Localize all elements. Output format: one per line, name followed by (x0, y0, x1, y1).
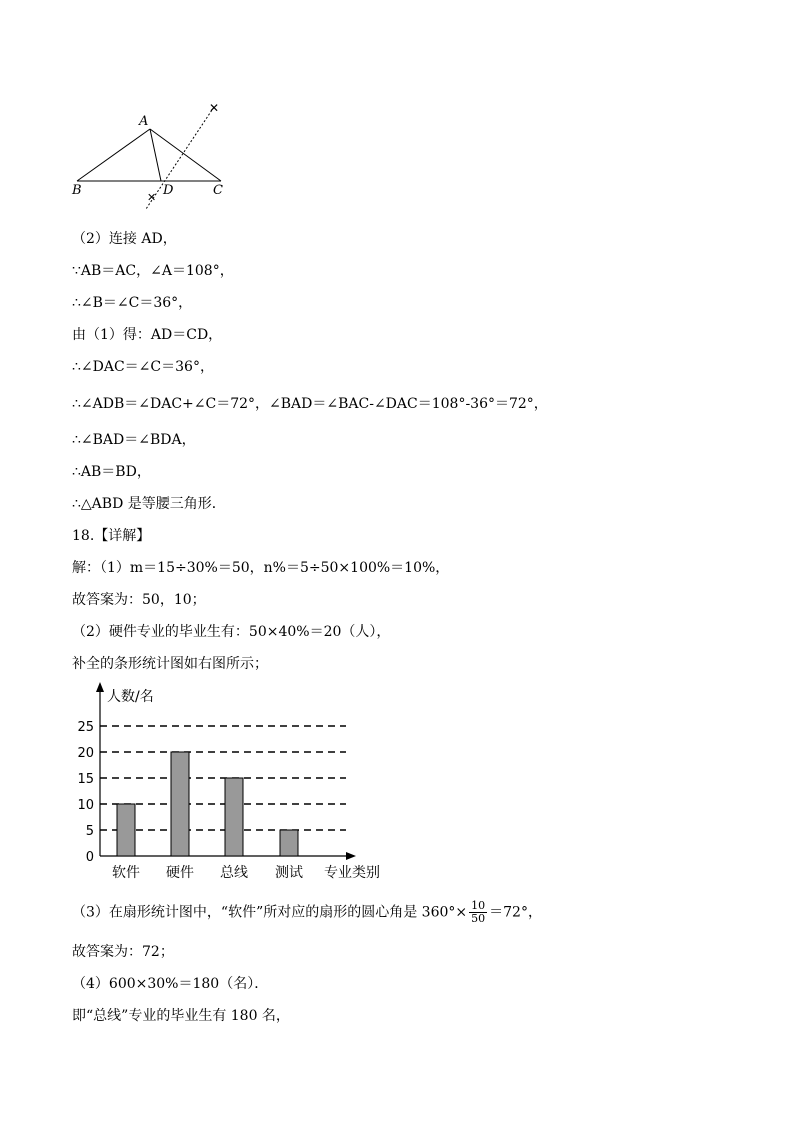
text-line: 由（1）得：AD＝CD， (72, 327, 223, 343)
text-line: ∵AB＝AC，∠A＝108°， (72, 263, 234, 279)
fraction-line-after: ＝72°， (489, 904, 542, 921)
bar-chart (70, 680, 400, 885)
x-tick-label: 软件 (112, 865, 140, 881)
text-line: ∴∠B＝∠C＝36°， (72, 295, 193, 311)
point-label-b: B (72, 183, 82, 198)
y-axis-label: 人数/名 (107, 689, 154, 705)
x-tick-label: 总线 (220, 865, 248, 881)
y-tick-label: 20 (77, 746, 94, 761)
text-line: ∴∠DAC＝∠C＝36°， (72, 359, 214, 375)
text-line: ∴△ABD 是等腰三角形． (72, 496, 226, 512)
y-tick-label: 0 (85, 850, 94, 865)
text-line-fraction (72, 900, 542, 925)
svg-text:✕: ✕ (147, 191, 157, 204)
text-line: 故答案为：72； (72, 944, 174, 960)
text-line: ∴AB＝BD， (72, 464, 151, 480)
triangle-figure (60, 98, 240, 216)
text-line: （2）连接 AD， (72, 231, 177, 247)
text-line: 解：（1）m＝15÷30%＝50，n%＝5÷50×100%＝10%， (72, 560, 450, 576)
y-tick-label: 10 (77, 798, 94, 813)
fraction-line-before: （3）在扇形统计图中，“软件”所对应的扇形的圆心角是 360°× (72, 904, 468, 921)
text-line: （4）600×30%＝180（名）． (72, 976, 269, 992)
y-tick-label: 25 (77, 720, 94, 735)
x-tick-label: 硬件 (166, 865, 194, 881)
section-heading: 18.【详解】 (72, 528, 151, 544)
text-line: （2）硬件专业的毕业生有：50×40%＝20（人）， (72, 624, 391, 640)
x-axis-label: 专业类别 (324, 865, 380, 881)
svg-text:✕: ✕ (209, 101, 220, 115)
x-axis-arrow (346, 852, 356, 860)
bar-3 (280, 830, 298, 856)
fraction-denominator: 50 (471, 912, 486, 925)
x-tick-label: 测试 (275, 865, 303, 881)
point-label-c: C (213, 183, 223, 198)
text-line: 补全的条形统计图如右图所示； (72, 656, 268, 672)
point-label-d: D (163, 183, 174, 198)
fraction-numerator: 10 (471, 899, 486, 912)
text-line: ∴∠BAD＝∠BDA， (72, 432, 196, 448)
bar-0 (117, 804, 135, 856)
bar-1 (171, 752, 189, 856)
y-tick-label: 5 (85, 824, 94, 839)
fraction (469, 900, 487, 925)
text-line: 即“总线”专业的毕业生有 180 名， (72, 1008, 290, 1024)
y-axis-arrow (96, 682, 104, 692)
point-label-a: A (139, 114, 149, 129)
bar-2 (225, 778, 243, 856)
text-line: 故答案为：50，10； (72, 592, 206, 608)
text-line: ∴∠ADB＝∠DAC+∠C＝72°，∠BAD＝∠BAC-∠DAC＝108°-36°＝72°， (72, 396, 548, 412)
y-tick-label: 15 (77, 772, 94, 787)
